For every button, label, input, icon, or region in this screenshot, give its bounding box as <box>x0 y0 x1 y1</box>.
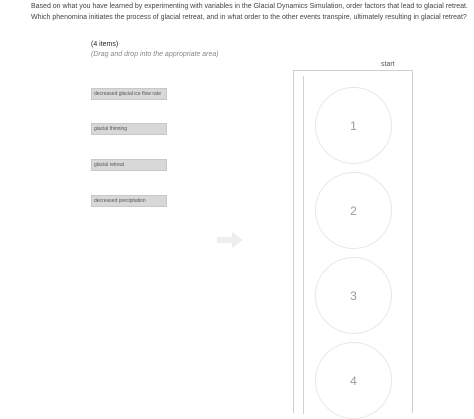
draggable-item[interactable]: glacial thinning <box>91 123 167 135</box>
drop-slot[interactable] <box>315 87 392 164</box>
slot-number: 1 <box>350 118 357 133</box>
drop-slot[interactable] <box>315 172 392 249</box>
items-count: (4 items) <box>91 41 119 48</box>
question-text: Based on what you have learned by experimenting with variables in the Glacial Dynamics Simulation, order factors that lead to glacial retreat. Which phenomina initiates the process of glacial retreat, and in what order to the other events transpire, ultimately resulting in glacial retreat? <box>31 3 468 21</box>
drop-zone[interactable] <box>293 70 413 413</box>
slot-number: 3 <box>350 288 357 303</box>
slot-number: 4 <box>350 373 357 388</box>
slot-number: 2 <box>350 203 357 218</box>
start-label: start <box>381 61 395 68</box>
draggable-item[interactable]: decreased precipitation <box>91 195 167 207</box>
drag-hint: (Drag and drop into the appropriate area) <box>91 51 219 58</box>
right-arrow-icon <box>217 232 243 253</box>
drop-zone-rail <box>303 76 304 414</box>
draggable-item[interactable]: glacial retreat <box>91 159 167 171</box>
draggable-item[interactable]: decreased glacial ice flow rate <box>91 88 167 100</box>
drop-slot[interactable] <box>315 257 392 334</box>
drop-slot[interactable] <box>315 342 392 419</box>
